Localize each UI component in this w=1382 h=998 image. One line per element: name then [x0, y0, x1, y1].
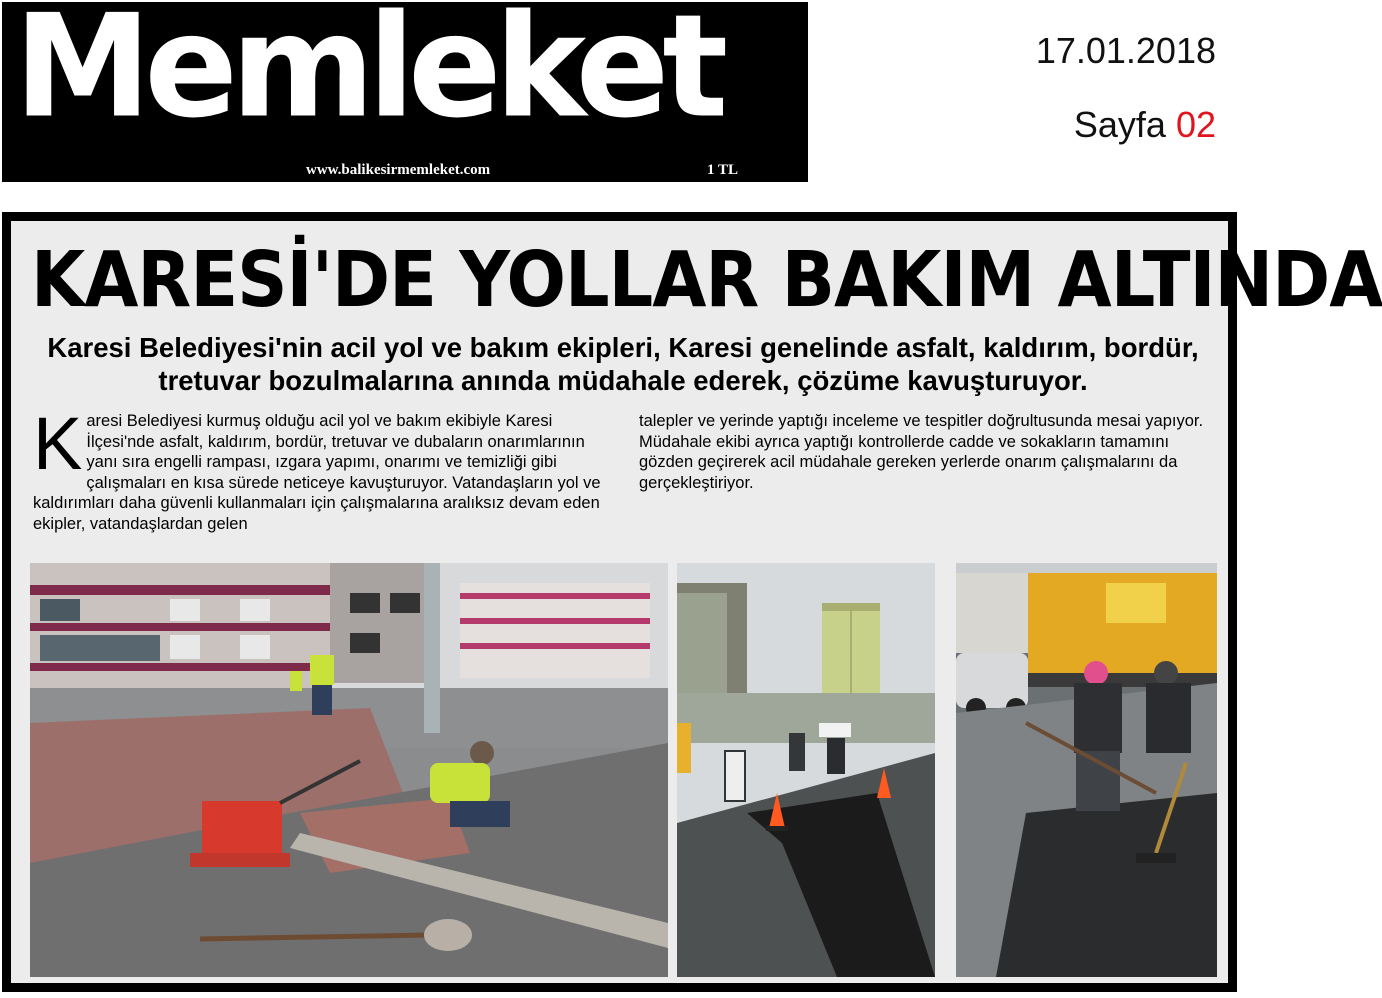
page-number: 02	[1175, 104, 1216, 145]
masthead	[2, 2, 808, 182]
article-headline: KARESİ'DE YOLLAR BAKIM ALTINDA	[31, 234, 1382, 325]
page-label: Sayfa	[1073, 104, 1166, 145]
column-2-paragraph-1: talepler ve yerinde yaptığı inceleme ve tespitler doğrultusunda mesai yapıyor.	[639, 412, 1204, 430]
newspaper-logo: Memleket	[14, 0, 722, 150]
photo-truck-workers	[956, 563, 1217, 977]
photo-paving-work	[30, 563, 668, 977]
article-column-1	[33, 402, 608, 534]
issue-date: 17.01.2018	[1035, 30, 1216, 71]
website-url: www.balikesirmemleket.com	[306, 162, 491, 178]
page-indicator	[1074, 104, 1216, 146]
column-2-paragraph-2: Müdahale ekibi ayrıca yaptığı kontrollerde cadde ve sokakların tamamını gözden geçirerek acil müdahale gereken yerlerde onarım çalışmalarını da gerçekleştiriyor.	[639, 432, 1178, 492]
dropcap-letter: K	[33, 402, 83, 485]
photo-asphalt-patch	[677, 563, 935, 977]
price-label: 1 TL	[707, 162, 738, 178]
article-deck: Karesi Belediyesi'nin acil yol ve bakım ekipleri, Karesi genelinde asfalt, kaldırım, bordür, tretuvar bozulmalarına anında müdahale ederek, çözüme kavuşturuyor.	[47, 332, 1199, 396]
article-frame	[2, 212, 1382, 992]
column-1-text: aresi Belediyesi kurmuş olduğu acil yol ve bakım ekibiyle Karesi İlçesi'nde asfalt, kaldırım, bordür, tretuvar ve dubaların onarımlarının yanı sıra engelli rampası, ızgara yapımı, onarımı ve temizliği gibi çalışmaları en kısa sürede neticeye kavuşturuyor. Vatandaşların yol ve kaldırımları daha güvenli kullanmaları için çalışmalarına aralıksız devam eden ekipler, vatandaşlardan gelen	[33, 412, 601, 533]
article-column-2	[639, 411, 1219, 493]
